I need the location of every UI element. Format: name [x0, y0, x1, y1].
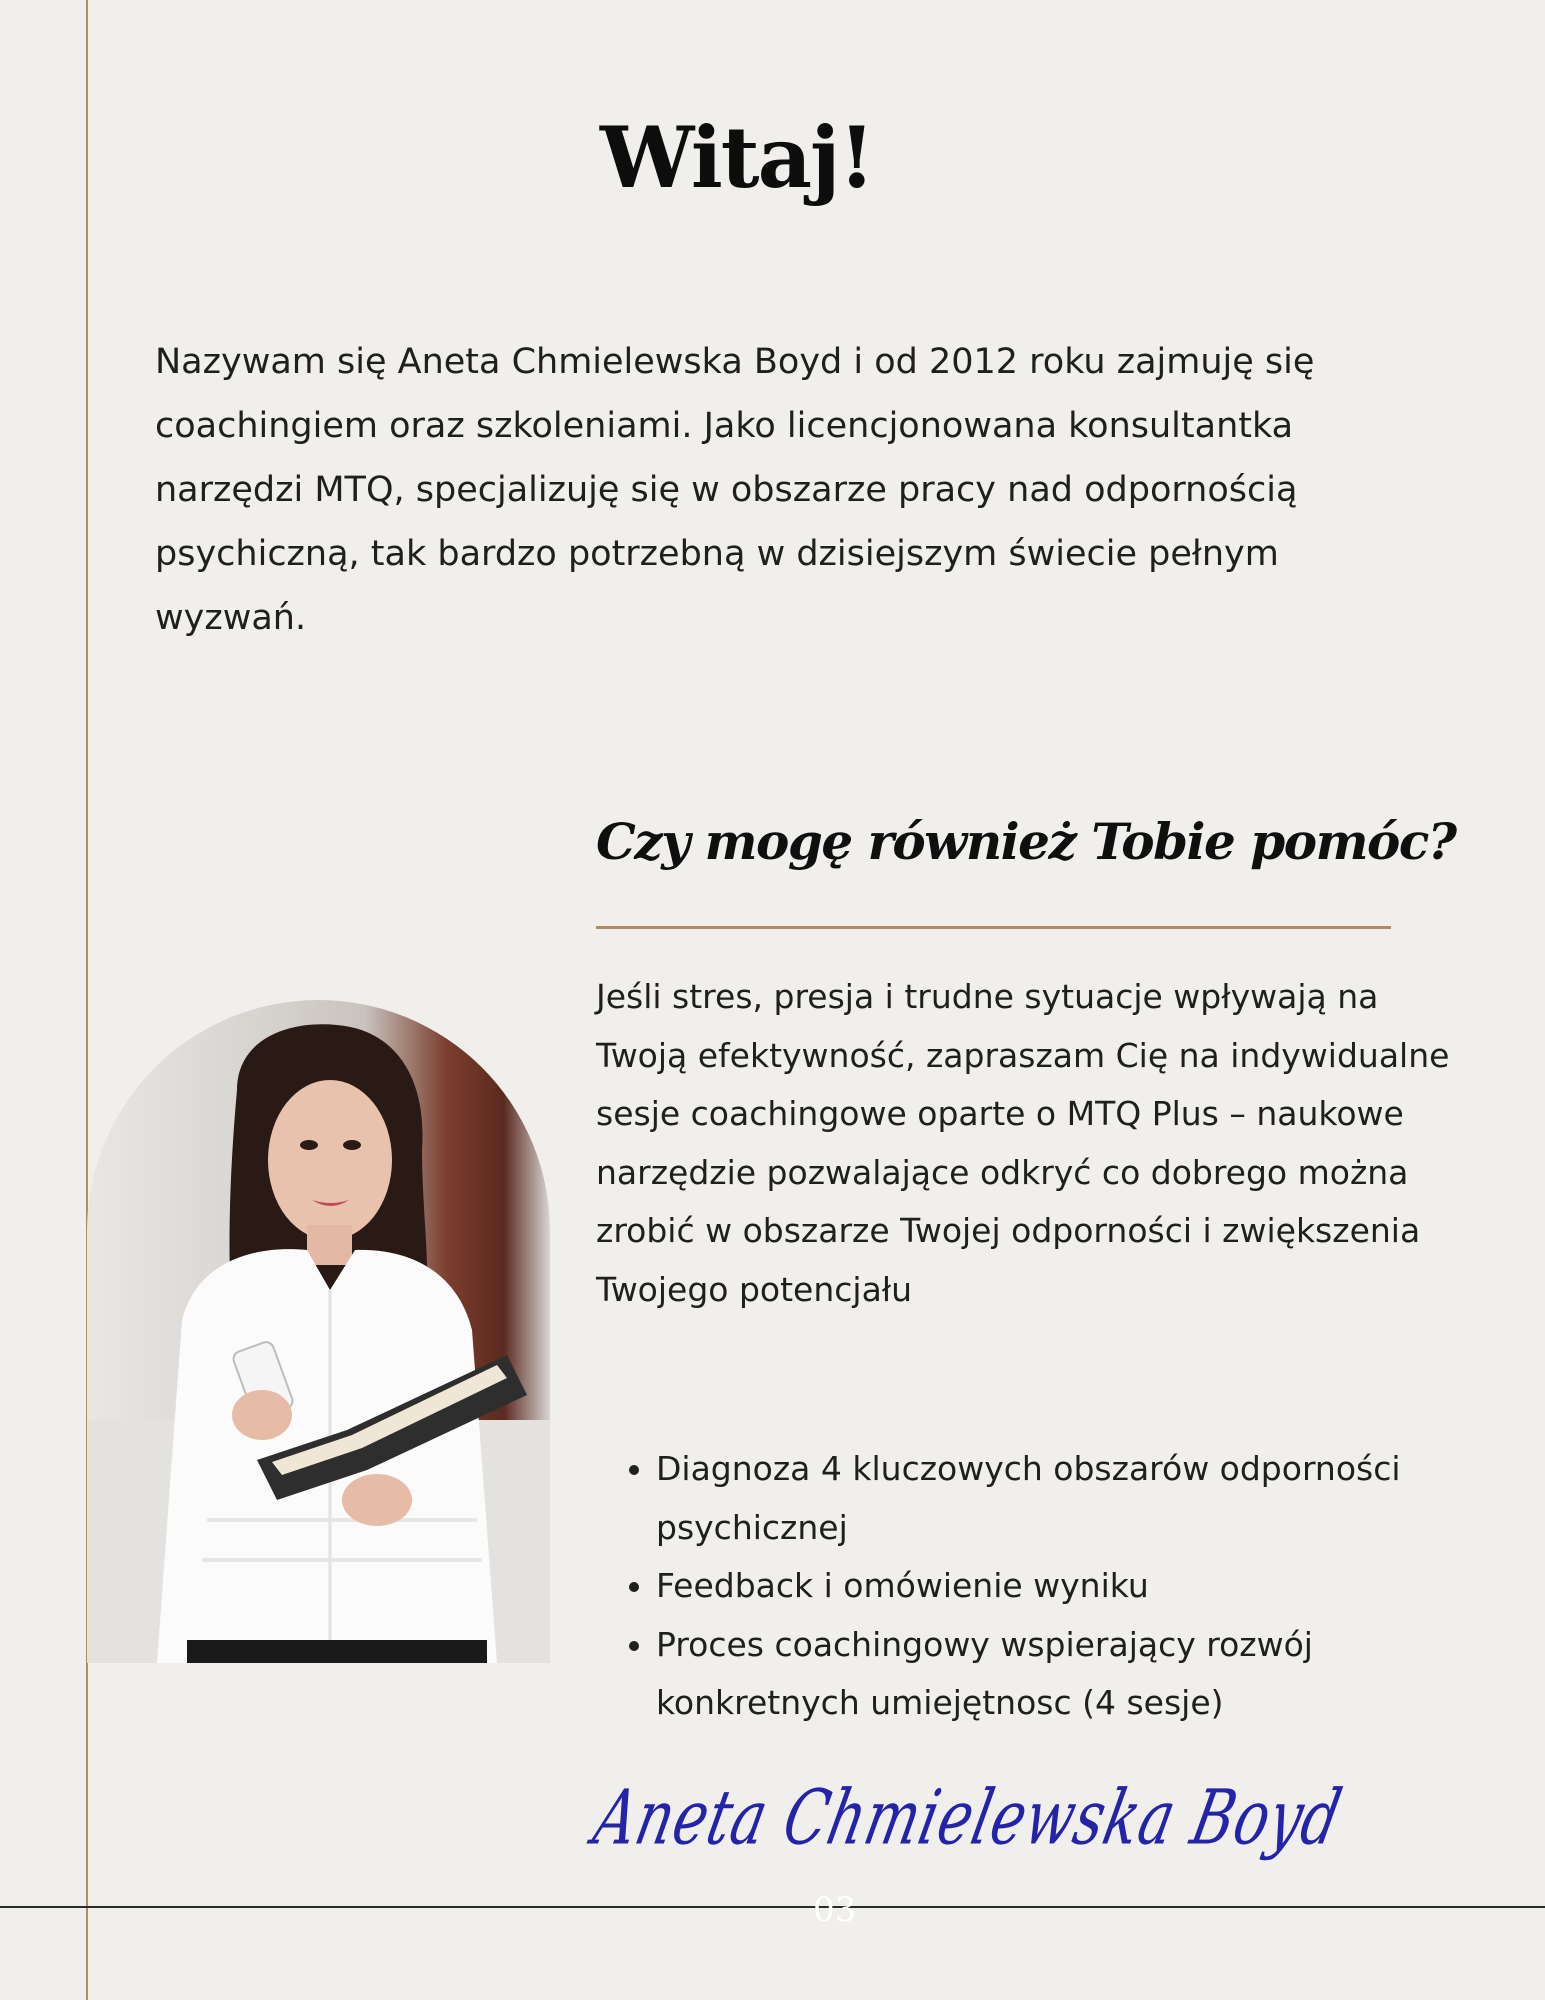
offer-heading: Czy mogę również Tobie pomóc?: [596, 812, 1456, 871]
benefit-item-diagnosis: • Diagnoza 4 kluczowych obszarów odporności psychicznej: [656, 1440, 1456, 1557]
left-vertical-rule: [86, 0, 88, 2000]
handwritten-signature: Aneta Chmielewska Boyd: [586, 1774, 1349, 1863]
page-number: 03: [813, 1890, 857, 1930]
heading-divider: [596, 926, 1391, 929]
intro-paragraph: Nazywam się Aneta Chmielewska Boyd i od 2012 roku zajmuję się coachingiem oraz szkoleniami. Jako licencjonowana konsultantka narzędzi MTQ, specjalizuję się w obszarze pracy nad odpornością psychiczną, tak bardzo potrzebną w dzisiejszym świecie pełnym wyzwań.: [155, 342, 1315, 638]
bottom-horizontal-rule: [0, 1906, 1545, 1908]
benefits-list: [596, 1440, 1456, 1733]
page-title: Witaj!: [600, 108, 874, 207]
benefit-item-feedback: • Feedback i omówienie wyniku: [656, 1557, 1456, 1616]
offer-body: Jeśli stres, presja i trudne sytuacje wpływają na Twoją efektywność, zapraszam Cię na indywidualne sesje coachingowe oparte o MTQ Plus – naukowe narzędzie pozwalające odkryć co dobrego można zrobić w obszarze Twojej odporności i zwiększenia Twojego potencjału: [596, 977, 1450, 1309]
portrait-photo: [87, 1000, 550, 1663]
portrait-illustration: [87, 1000, 550, 1663]
benefit-item-coaching-process: • Proces coachingowy wspierający rozwój konkretnych umiejętnosc (4 sesje): [656, 1616, 1456, 1733]
